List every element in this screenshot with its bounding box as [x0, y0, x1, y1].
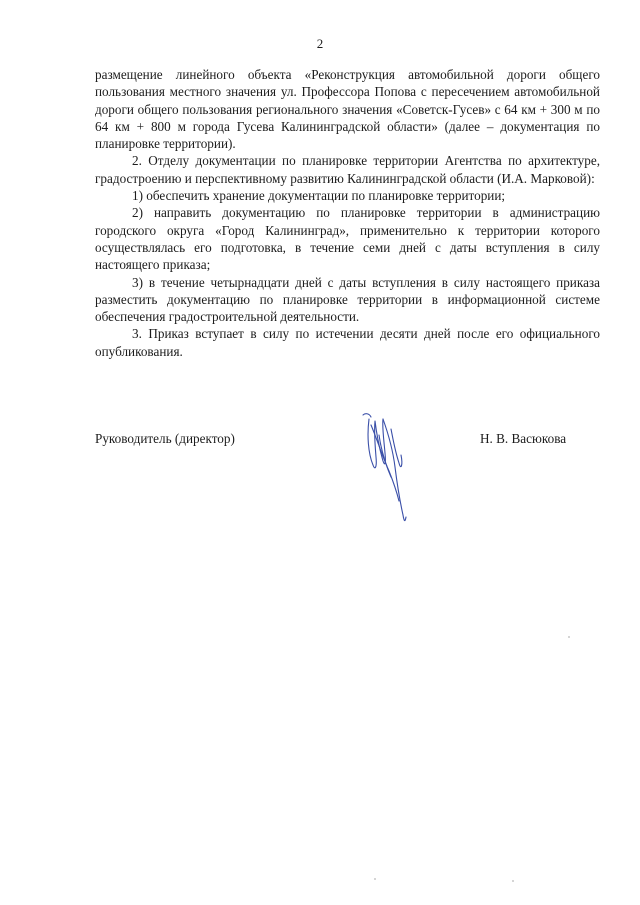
document-body: [95, 66, 600, 360]
scan-speck: [512, 880, 514, 882]
scan-speck: [374, 878, 376, 880]
paragraph-continuation: размещение линейного объекта «Реконструкция автомобильной дороги общего пользования местного значения ул. Профессора Попова с пересечением автомобильной дороги общего пользования регионального значения «Советск-Гусев» с 64 км + 300 м по 64 км + 800 м города Гусева Калининградской области» (далее – документация по планировке территории).: [95, 67, 600, 152]
signatory-name: Н. В. Васюкова: [480, 431, 567, 446]
paragraph-item-2: 2. Отделу документации по планировке территории Агентства по архитектуре, градостроению и перспективному развитию Калининградской области (И.А. Марковой):: [95, 153, 600, 186]
handwritten-signature: [355, 405, 415, 530]
paragraph-subitem-2: 2) направить документацию по планировке территории в администрацию городского округа «Город Калининград», применительно к территории которого осуществлялась его подготовка, в течение семи дней с даты вступления в силу настоящего приказа;: [95, 205, 600, 273]
paragraph-item-3: 3. Приказ вступает в силу по истечении десяти дней после его официального опубликования.: [95, 326, 600, 359]
signatory-title: Руководитель (директор): [95, 431, 235, 446]
page-number: 2: [316, 36, 324, 51]
scan-speck: [568, 636, 570, 638]
paragraph-subitem-3: 3) в течение четырнадцати дней с даты вступления в силу настоящего приказа разместить документацию по планировке территории в информационной системе обеспечения градостроительной деятельности.: [95, 274, 600, 325]
paragraph-subitem-1: 1) обеспечить хранение документации по планировке территории;: [132, 188, 506, 204]
